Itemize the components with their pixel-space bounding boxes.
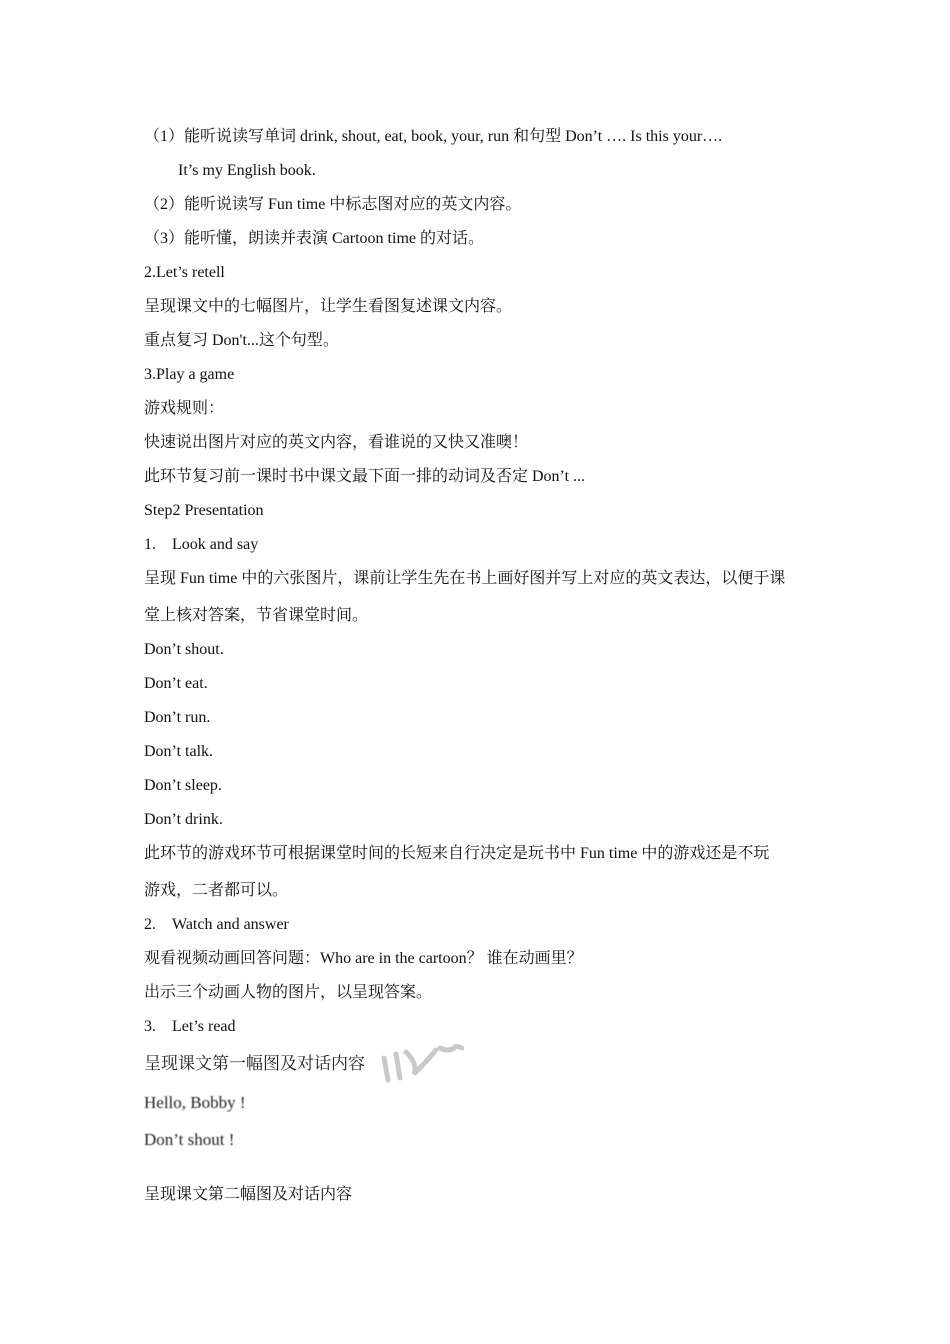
heading-text: Watch and answer — [172, 916, 289, 933]
phrase-item: Don’t drink. — [144, 811, 223, 828]
game-heading: 3.Play a game — [144, 366, 235, 383]
retell-line: 呈现课文中的七幅图片，让学生看图复述课文内容。 — [144, 298, 513, 315]
read-heading — [144, 1017, 236, 1037]
objective-1: （1）能听说读写单词 drink, shout, eat, book, your, run 和句型 Don’t …. Is this your…. — [144, 128, 723, 145]
look-say-note: 游戏，二者都可以。 — [144, 882, 289, 899]
objective-1-continued: It’s my English book. — [178, 162, 316, 179]
game-line: 此环节复习前一课时书中课文最下面一排的动词及否定 Don’t ... — [144, 468, 586, 485]
brush-mark-decoration — [378, 1044, 464, 1084]
heading-text: Look and say — [172, 536, 259, 553]
retell-heading: 2.Let’s retell — [144, 264, 225, 281]
phrase-item: Don’t run. — [144, 709, 211, 726]
dialogue-line: Hello, Bobby ! — [144, 1093, 246, 1112]
watch-heading — [144, 915, 289, 935]
objective-2: （2）能听说读写 Fun time 中标志图对应的英文内容。 — [144, 196, 522, 213]
look-say-heading — [144, 535, 258, 555]
watch-answer: 出示三个动画人物的图片，以呈现答案。 — [144, 984, 433, 1001]
list-number: 3. — [144, 1018, 156, 1035]
retell-line: 重点复习 Don't...这个句型。 — [144, 332, 339, 349]
list-number: 1. — [144, 536, 156, 553]
picture-2-title: 呈现课文第二幅图及对话内容 — [144, 1186, 353, 1203]
objective-3: （3）能听懂，朗读并表演 Cartoon time 的对话。 — [144, 230, 484, 247]
game-line: 游戏规则： — [144, 400, 225, 417]
phrase-item: Don’t shout. — [144, 641, 224, 658]
list-number: 2. — [144, 916, 156, 933]
picture-1-title: 呈现课文第一幅图及对话内容 — [144, 1054, 365, 1073]
look-say-desc: 呈现 Fun time 中的六张图片，课前让学生先在书上画好图并写上对应的英文表达，以便于课 — [144, 570, 786, 587]
look-say-note: 此环节的游戏环节可根据课堂时间的长短来自行决定是玩书中 Fun time 中的游戏还是不玩 — [144, 845, 770, 862]
phrase-item: Don’t talk. — [144, 743, 214, 760]
phrase-item: Don’t eat. — [144, 675, 208, 692]
watch-question: 观看视频动画回答问题：Who are in the cartoon？ 谁在动画里？ — [144, 950, 583, 967]
look-say-desc: 堂上核对答案，节省课堂时间。 — [144, 607, 369, 624]
phrase-item: Don’t sleep. — [144, 777, 222, 794]
heading-text: Let’s read — [172, 1018, 236, 1035]
step2-heading: Step2 Presentation — [144, 502, 264, 519]
game-line: 快速说出图片对应的英文内容，看谁说的又快又准噢！ — [144, 434, 529, 451]
dialogue-line: Don’t shout ! — [144, 1130, 235, 1149]
